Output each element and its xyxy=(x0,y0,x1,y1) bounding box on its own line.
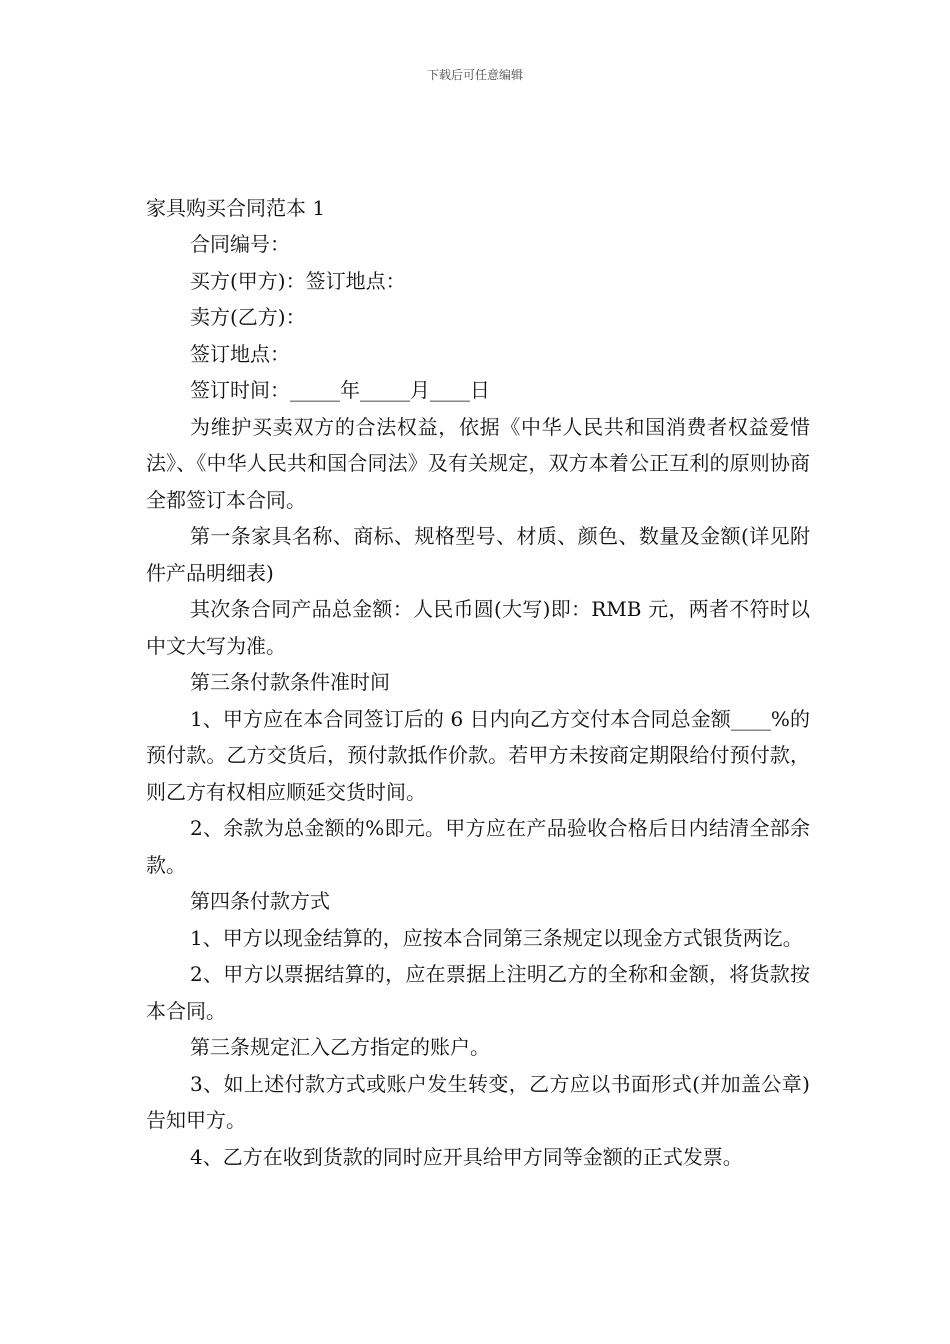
paragraph-article-4-item-1: 1、甲方以现金结算的，应按本合同第三条规定以现金方式银货两讫。 xyxy=(190,925,803,950)
paragraph-article-4-account: 第三条规定汇入乙方指定的账户。 xyxy=(190,1035,490,1059)
page-header: 下载后可任意编辑 xyxy=(426,68,523,82)
paragraph-article-1: 第一条家具名称、商标、规格型号、材质、颜色、数量及金额(详见附件产品明细表) xyxy=(146,524,810,585)
paragraph-seller: 卖方(乙方)： xyxy=(190,305,306,329)
paragraph-article-3-item-1: 1、甲方应在本合同签订后的 6 日内向乙方交付本合同总金额____%的预付款。乙方交货后，预付款抵作价款。若甲方未按商定期限给付预付款，则乙方有权相应顺延交货时间。 xyxy=(146,706,810,804)
paragraph-article-3-item-2: 2、余款为总金额的%即元。甲方应在产品验收合格后日内结清全部余款。 xyxy=(146,816,810,877)
paragraph-signing-place: 签订地点： xyxy=(190,341,290,366)
paragraph-article-4-item-3: 3、如上述付款方式或账户发生转变，乙方应以书面形式(并加盖公章)告知甲方。 xyxy=(146,1071,810,1132)
paragraph-article-4-item-2: 2、甲方以票据结算的，应在票据上注明乙方的全称和金额，将货款按本合同。 xyxy=(146,962,810,1023)
paragraph-article-2: 其次条合同产品总金额：人民币圆(大写)即：RMB 元，两者不符时以中文大写为准。 xyxy=(146,597,810,658)
paragraph-preamble: 为维护买卖双方的合法权益，依据《中华人民共和国消费者权益爱惜法》、《中华人民共和国合同法》及有关规定，双方本着公正互利的原则协商全都签订本合同。 xyxy=(146,414,810,512)
paragraph-article-4-item-4: 4、乙方在收到货款的同时应开具给甲方同等金额的正式发票。 xyxy=(190,1144,743,1169)
document-body xyxy=(146,196,810,1175)
paragraph-signing-time: 签订时间：_____年_____月____日 xyxy=(190,378,490,402)
paragraph-article-4-heading: 第四条付款方式 xyxy=(190,889,330,913)
paragraph-buyer: 买方(甲方)：签订地点： xyxy=(190,268,406,293)
document-title: 家具购买合同范本 1 xyxy=(146,196,326,220)
paragraph-article-3-heading: 第三条付款条件准时间 xyxy=(190,670,390,694)
paragraph-contract-number: 合同编号： xyxy=(190,232,290,256)
